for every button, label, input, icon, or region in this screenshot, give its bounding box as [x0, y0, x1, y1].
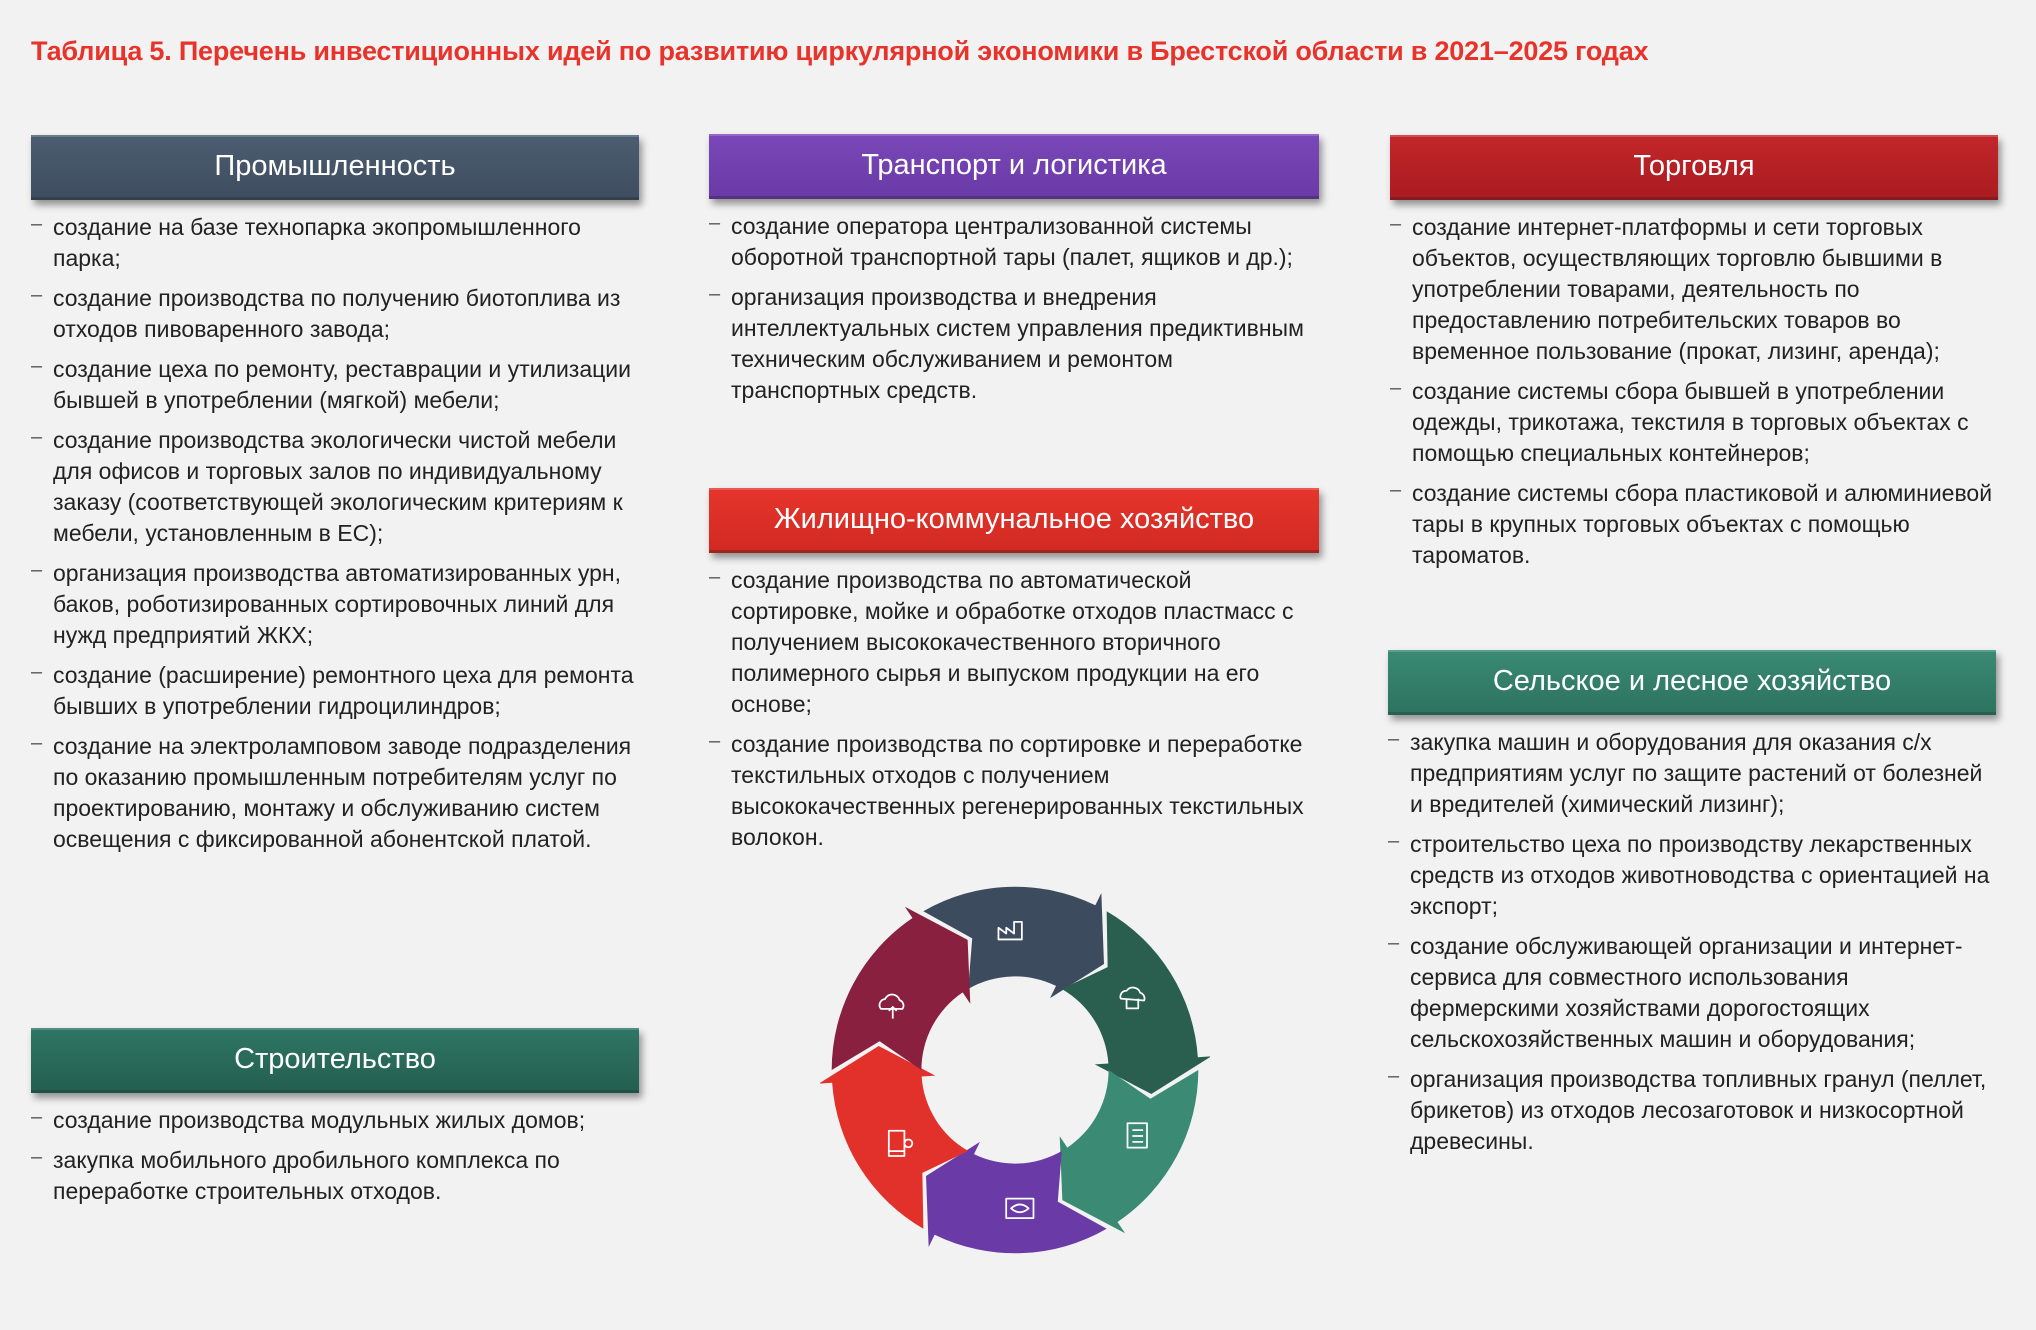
list-item: – создание производства модульных жилых домов; [31, 1105, 639, 1136]
section-agri [1388, 650, 1996, 1166]
list-item: – строительство цеха по производству лекарственных средств из отходов животноводства с ориентацией на экспорт; [1388, 829, 1996, 922]
transport-list [709, 211, 1319, 406]
list-item: – создание интернет-платформы и сети торговых объектов, осуществляющих торговлю бывшими в употреблении товарами, деятельность по предоставлению потребительских товаров во временное пользование (прокат, лизинг, аренда); [1390, 212, 1998, 367]
agri-list [1388, 727, 1996, 1157]
housing-list [709, 565, 1319, 853]
list-item: – создание обслуживающей организации и интернет-сервиса для совместного использования фермерскими хозяйствами дорогостоящих сельскохозяйственных машин и оборудования; [1388, 931, 1996, 1055]
list-item: – организация производства топливных гранул (пеллет, брикетов) из отходов лесозаготовок и низкосортной древесины. [1388, 1064, 1996, 1157]
section-header-agri: Сельское и лесное хозяйство [1388, 650, 1996, 715]
list-item: – создание (расширение) ремонтного цеха для ремонта бывших в употреблении гидроцилиндров; [31, 660, 639, 722]
section-header-housing: Жилищно-коммунальное хозяйство [709, 488, 1319, 553]
trade-list [1390, 212, 1998, 571]
section-construction [31, 1028, 639, 1216]
list-item: – создание системы сбора пластиковой и алюминиевой тары в крупных торговых объектах с помощью тароматов. [1390, 478, 1998, 571]
list-item: – закупка мобильного дробильного комплекса по переработке строительных отходов. [31, 1145, 639, 1207]
industry-list [31, 212, 639, 855]
cycle-segment [832, 907, 971, 1070]
list-item: – создание производства по получению биотоплива из отходов пивоваренного завода; [31, 283, 639, 345]
section-housing [709, 488, 1319, 862]
list-item: – создание цеха по ремонту, реставрации и утилизации бывшей в употреблении (мягкой) мебели; [31, 354, 639, 416]
list-item: – создание системы сбора бывшей в употреблении одежды, трикотажа, текстиля в торговых объектах с помощью специальных контейнеров; [1390, 376, 1998, 469]
list-item: – закупка машин и оборудования для оказания с/х предприятиям услуг по защите растений от болезней и вредителей (химический лизинг); [1388, 727, 1996, 820]
section-header-transport: Транспорт и логистика [709, 134, 1319, 199]
construction-list [31, 1105, 639, 1207]
list-item: – создание на базе технопарка экопромышленного парка; [31, 212, 639, 274]
section-transport [709, 134, 1319, 415]
list-item: – организация производства и внедрения интеллектуальных систем управления предиктивным техническим обслуживанием и ремонтом транспортных средств. [709, 282, 1319, 406]
section-header-industry: Промышленность [31, 135, 639, 200]
page-title: Таблица 5. Перечень инвестиционных идей по развитию циркулярной экономики в Брестской области в 2021–2025 годах [31, 36, 1649, 66]
list-item: – создание производства по сортировке и переработке текстильных отходов с получением высококачественных регенерированных текстильных волокон. [709, 729, 1319, 853]
list-item: – создание на электроламповом заводе подразделения по оказанию промышленным потребителям услуг по проектированию, монтажу и обслуживанию систем освещения с фиксированной абонентской платой. [31, 731, 639, 855]
list-item: – создание производства экологически чистой мебели для офисов и торговых залов по индивидуальному заказу (соответствующей экологическим критериям к мебели, установленным в ЕС); [31, 425, 639, 549]
list-item: – создание производства по автоматической сортировке, мойке и обработке отходов пластмасс с получением высококачественного вторичного полимерного сырья и выпуском продукции на его основе; [709, 565, 1319, 720]
section-industry [31, 135, 639, 864]
list-item: – создание оператора централизованной системы оборотной транспортной тары (палет, ящиков и др.); [709, 211, 1319, 273]
section-trade [1390, 135, 1998, 580]
section-header-trade: Торговля [1390, 135, 1998, 200]
list-item: – организация производства автоматизированных урн, баков, роботизированных сортировочных линий для нужд предприятий ЖКХ; [31, 558, 639, 651]
cycle-segment [1060, 1070, 1199, 1233]
section-header-construction: Строительство [31, 1028, 639, 1093]
circular-economy-cycle [820, 875, 1210, 1265]
